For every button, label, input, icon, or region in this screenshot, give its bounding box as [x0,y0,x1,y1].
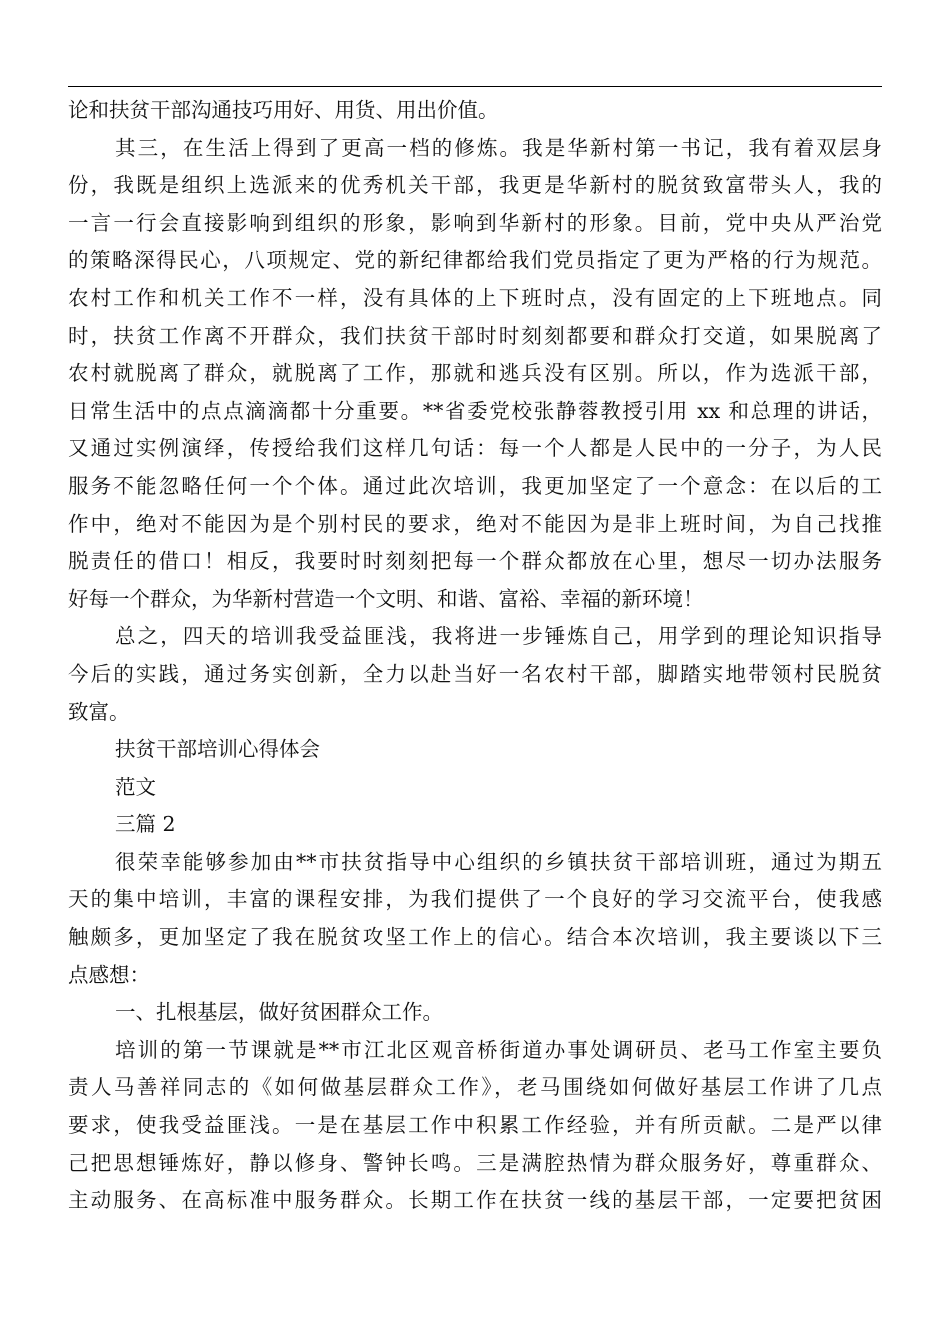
paragraph-intro [68,844,882,994]
paragraph-3 [68,130,882,619]
text-line: 时，扶贫工作离不开群众，我们扶贫干部时时刻刻都要和群众打交道，如果脱离了 [68,323,882,348]
text-line: 天的集中培训，丰富的课程安排，为我们提供了一个良好的学习交流平台，使我感 [68,887,882,912]
text-line: 主动服务、在高标准中服务群众。长期工作在扶贫一线的基层干部，一定要把贫困 [68,1188,882,1213]
text-line: 一言一行会直接影响到组织的形象，影响到华新村的形象。目前，党中央从严治党 [68,210,882,235]
header-rule [68,86,882,87]
text-line: 要求，使我受益匪浅。一是在基层工作中积累工作经验，并有所贡献。二是严以律 [68,1113,882,1138]
text-line: 又通过实例演绎，传授给我们这样几句话：每一个人都是人民中的一分子，为人民 [68,436,882,461]
text-line: 好每一个群众，为华新村营造一个文明、和谐、富裕、幸福的新环境！ [68,586,704,611]
section-subtitle: 三篇 2 [115,812,176,837]
document-body [68,92,882,1220]
text-line: 点感想： [68,962,150,987]
text-line: 其三，在生活上得到了更高一档的修炼。我是华新村第一书记，我有着双层身 [115,135,882,160]
text-line: 今后的实践，通过务实创新，全力以赴当好一名农村干部，脚踏实地带领村民脱贫 [68,661,882,686]
text-line: 总之，四天的培训我受益匪浅，我将进一步锤炼自己，用学到的理论知识指导 [115,624,882,649]
text-line: 己把思想锤炼好，静以修身、警钟长鸣。三是满腔热情为群众服务好，尊重群众、 [68,1150,882,1175]
text-line: 日常生活中的点点滴滴都十分重要。**省委党校张静蓉教授引用 xx 和总理的讲话， [68,398,882,423]
section-title-continued: 范文 [115,774,156,799]
text-line: 论和扶贫干部沟通技巧用好、用货、用出价值。 [68,98,499,122]
text-line: 触颇多，更加坚定了我在脱贫攻坚工作上的信心。结合本次培训，我主要谈以下三 [68,925,882,950]
section-title: 扶贫干部培训心得体会 [115,737,320,762]
text-line: 农村工作和机关工作不一样，没有具体的上下班时点，没有固定的上下班地点。同 [68,285,882,310]
text-line: 作中，绝对不能因为是个别村民的要求，绝对不能因为是非上班时间，为自己找推 [68,511,882,536]
paragraph-training [68,1032,882,1220]
paragraph-summary [68,618,882,731]
point-heading: 一、扎根基层，做好贫困群众工作。 [115,1000,443,1025]
text-line: 的策略深得民心，八项规定、党的新纪律都给我们党员指定了更为严格的行为规范。 [68,248,882,273]
text-line: 脱责任的借口！相反，我要时时刻刻把每一个群众都放在心里，想尽一切办法服务 [68,549,882,574]
text-line: 致富。 [68,699,130,724]
text-line: 培训的第一节课就是**市江北区观音桥街道办事处调研员、老马工作室主要负 [115,1037,882,1062]
text-line: 服务不能忽略任何一个个体。通过此次培训，我更加坚定了一个意念：在以后的工 [68,473,882,498]
text-line: 很荣幸能够参加由**市扶贫指导中心组织的乡镇扶贫干部培训班，通过为期五 [115,849,882,874]
text-line: 农村就脱离了群众，就脱离了工作，那就和逃兵没有区别。所以，作为选派干部， [68,361,882,386]
text-line: 份，我既是组织上选派来的优秀机关干部，我更是华新村的脱贫致富带头人，我的 [68,173,882,198]
text-line: 责人马善祥同志的《如何做基层群众工作》，老马围绕如何做好基层工作讲了几点 [68,1075,882,1100]
